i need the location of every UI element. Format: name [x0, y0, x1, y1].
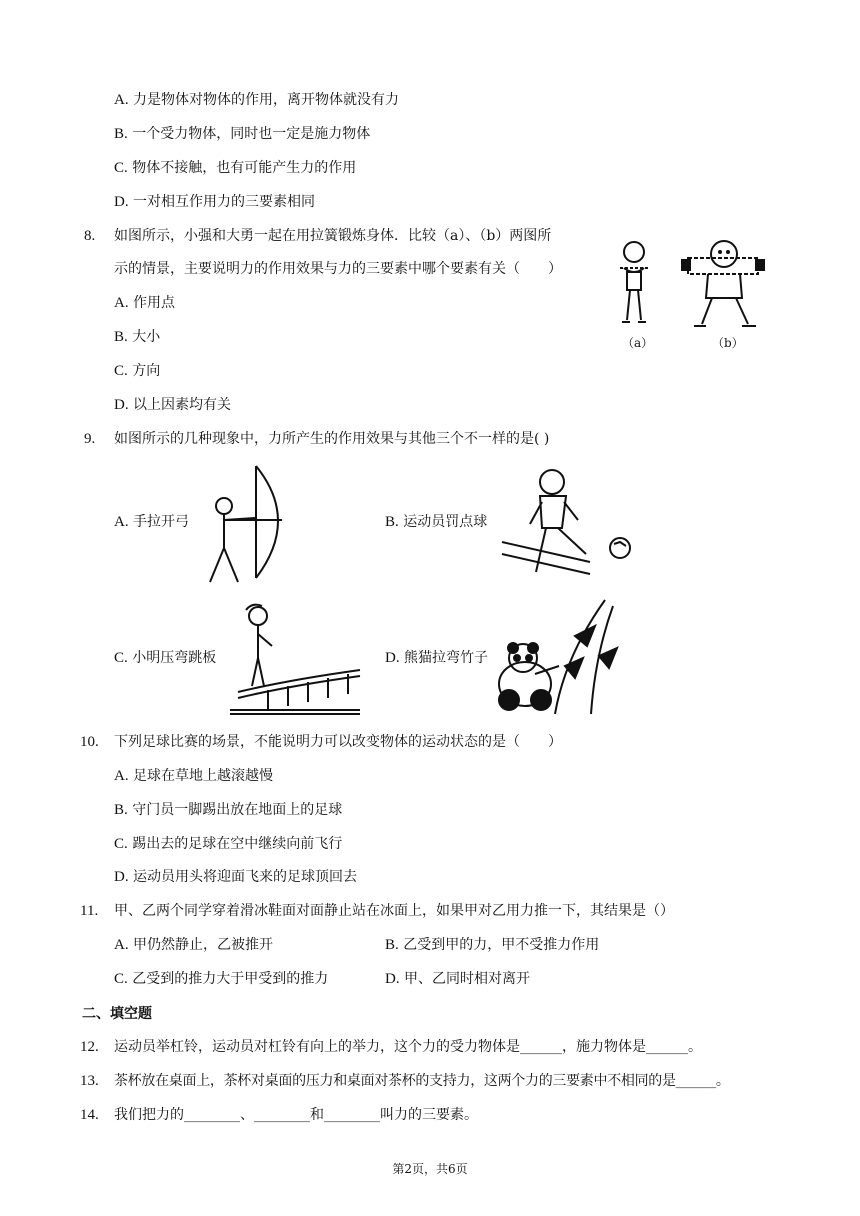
q13-text: 茶杯放在桌面上，茶杯对桌面的压力和桌面对茶杯的支持力，这两个力的三要素中不相同的是______。 [114, 1073, 730, 1089]
option-letter: C. [114, 363, 128, 379]
q10-option-d [114, 867, 357, 887]
option-letter: D. [114, 194, 129, 210]
section-title-fill-in: 二、填空题 [82, 1006, 152, 1022]
q9-option-c [114, 648, 216, 668]
q10-stem: 下列足球比赛的场景，不能说明力可以改变物体的运动状态的是（ ） [114, 734, 562, 750]
q10-number: 10. [80, 734, 99, 750]
option-letter: A. [114, 514, 129, 530]
option-letter: C. [114, 160, 128, 176]
q7-option-b [114, 124, 370, 144]
option-text: 甲仍然静止，乙被推开 [133, 937, 274, 953]
option-text: 力是物体对物体的作用，离开物体就没有力 [133, 92, 400, 108]
option-text: 熊猫拉弯竹子 [404, 650, 489, 666]
q13-number: 13. [80, 1073, 99, 1089]
q11-number: 11. [80, 903, 99, 919]
q10-option-b [114, 800, 342, 820]
option-letter: D. [114, 869, 129, 885]
option-letter: A. [114, 92, 129, 108]
q9-option-a [114, 512, 189, 532]
q11-stem: 甲、乙两个同学穿着滑冰鞋面对面静止站在冰面上，如果甲对乙用力推一下，其结果是（） [114, 903, 674, 919]
option-text: 足球在草地上越滚越慢 [133, 768, 274, 784]
q11-option-c [114, 969, 328, 989]
q7-option-a [114, 90, 399, 110]
q8-stem-line1: 如图所示，小强和大勇一起在用拉簧锻炼身体．比较（a）、（b）两图所 [114, 228, 552, 244]
q11-option-d [385, 969, 530, 989]
diving-board-icon [228, 600, 362, 716]
figure-a-icon [620, 242, 648, 322]
option-text: 方向 [132, 363, 161, 379]
option-letter: D. [385, 971, 400, 987]
q8-option-a [114, 293, 175, 313]
q11-option-b [385, 935, 599, 955]
q9-stem: 如图所示的几种现象中，力所产生的作用效果与其他三个不一样的是( ) [114, 431, 550, 447]
option-letter: D. [385, 650, 400, 666]
option-letter: A. [114, 937, 129, 953]
option-text: 甲、乙同时相对离开 [404, 971, 531, 987]
q7-option-c [114, 158, 356, 178]
page-footer: 第2页，共6页 [392, 1162, 468, 1176]
option-text: 一对相互作用力的三要素相同 [133, 194, 316, 210]
option-text: 小明压弯跳板 [132, 650, 217, 666]
option-text: 以上因素均有关 [133, 397, 232, 413]
option-text: 乙受到甲的力，甲不受推力作用 [403, 937, 600, 953]
option-text: 踢出去的足球在空中继续向前飞行 [132, 836, 343, 852]
option-letter: C. [114, 971, 128, 987]
q9-number: 9. [84, 431, 96, 447]
q12-number: 12. [80, 1039, 99, 1055]
q8-option-c [114, 361, 160, 381]
figure-label-a: （a） [622, 336, 654, 350]
q7-option-d [114, 192, 315, 212]
option-letter: B. [114, 329, 128, 345]
option-text: 守门员一脚踢出放在地面上的足球 [132, 802, 343, 818]
option-letter: C. [114, 650, 128, 666]
option-letter: B. [114, 802, 128, 818]
option-letter: B. [114, 126, 128, 142]
option-letter: D. [114, 397, 129, 413]
option-letter: C. [114, 836, 128, 852]
q12-text: 运动员举杠铃，运动员对杠铃有向上的举力，这个力的受力物体是______，施力物体是______。 [114, 1039, 702, 1055]
option-text: 手拉开弓 [133, 514, 190, 530]
option-text: 物体不接触，也有可能产生力的作用 [132, 160, 357, 176]
option-letter: A. [114, 768, 129, 784]
figure-label-b: （b） [712, 336, 744, 350]
option-letter: B. [385, 937, 399, 953]
option-text: 一个受力物体，同时也一定是施力物体 [132, 126, 371, 142]
option-text: 大小 [132, 329, 161, 345]
option-letter: A. [114, 295, 129, 311]
archer-icon [200, 460, 300, 584]
q10-option-a [114, 766, 273, 786]
q8-option-d [114, 395, 231, 415]
q8-stem-line2: 示的情景，主要说明力的作用效果与力的三要素中哪个要素有关（ ） [114, 261, 562, 277]
q14-number: 14. [80, 1107, 99, 1123]
option-text: 运动员罚点球 [403, 514, 488, 530]
q9-option-d [385, 648, 488, 668]
q9-option-b [385, 512, 487, 532]
q14-text: 我们把力的________、________和________叫力的三要素。 [114, 1107, 478, 1123]
option-letter: B. [385, 514, 399, 530]
q8-option-b [114, 327, 160, 347]
figure-b-icon [682, 241, 764, 326]
option-text: 运动员用头将迎面飞来的足球顶回去 [133, 869, 358, 885]
q10-option-c [114, 834, 342, 854]
option-text: 作用点 [133, 295, 176, 311]
panda-bamboo-icon [495, 596, 619, 718]
q8-number: 8. [84, 228, 96, 244]
soccer-kick-icon [500, 462, 640, 580]
option-text: 乙受到的推力大于甲受到的推力 [132, 971, 329, 987]
q11-option-a [114, 935, 273, 955]
